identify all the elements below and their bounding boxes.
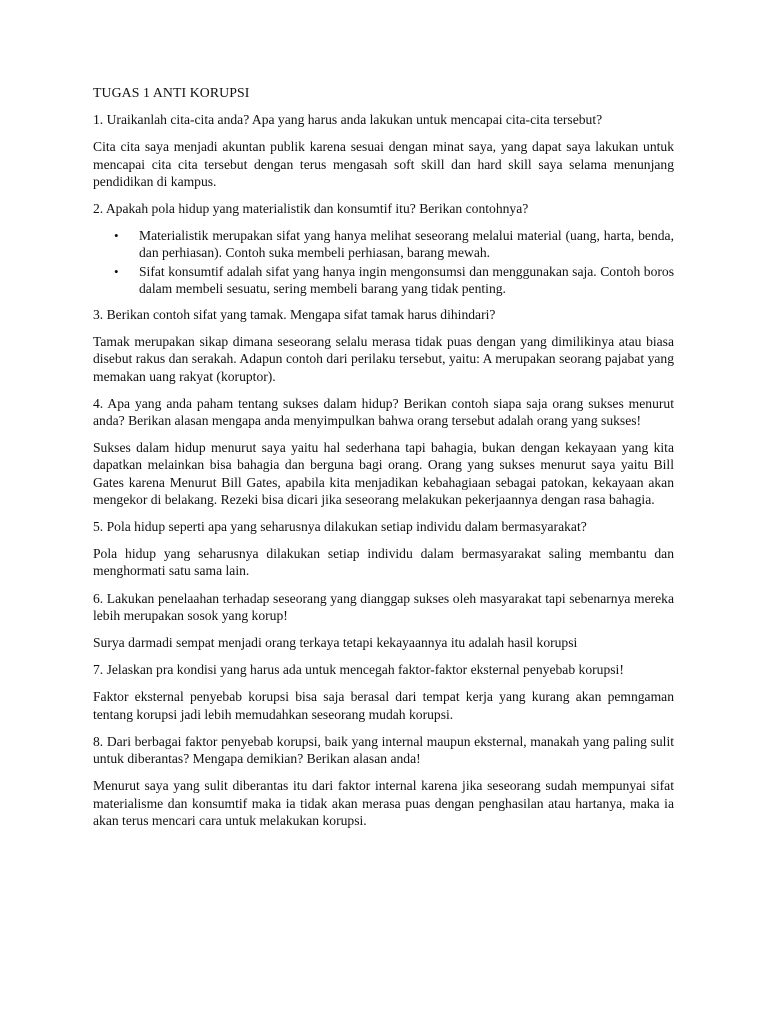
answer-3: Tamak merupakan sikap dimana seseorang selalu merasa tidak puas dengan yang dimilikinya atau biasa disebut rakus dan serakah. Adapun contoh dari perilaku tersebut, yaitu: A merupakan seorang pajabat yang memakan uang rakyat (koruptor).	[93, 334, 674, 384]
answer-2-item-1-text: Materialistik merupakan sifat yang hanya melihat seseorang melalui material (uang, harta, benda, dan perhiasan). Contoh suka membeli perhiasan, barang mewah.	[139, 228, 674, 261]
answer-2-item-1	[93, 227, 674, 261]
answer-5: Pola hidup yang seharusnya dilakukan setiap individu dalam bermasyarakat saling membantu dan menghormati satu sama lain.	[93, 546, 674, 579]
question-1: 1. Uraikanlah cita-cita anda? Apa yang harus anda lakukan untuk mencapai cita-cita tersebut?	[93, 112, 603, 128]
question-3: 3. Berikan contoh sifat yang tamak. Mengapa sifat tamak harus dihindari?	[93, 307, 496, 323]
answer-4: Sukses dalam hidup menurut saya yaitu hal sederhana tapi bahagia, bukan dengan kekayaan yang kita dapatkan melainkan bisa bahagia dan berguna bagi orang. Orang yang sukses menurut saya yaitu Bill Gates karena Menurut Bill Gates, apabila kita menjadikan kebahagiaan sebagai patokan, kekayaan akan mengekor di belakang. Rezeki bisa dicari jika seseorang melakukan pekerjaannya dengan rasa bahagia.	[93, 440, 674, 507]
answer-2-item-2-text: Sifat konsumtif adalah sifat yang hanya ingin mengonsumsi dan menggunakan saja. Contoh boros dalam membeli sesuatu, sering membeli barang yang tidak penting.	[139, 263, 674, 296]
answer-2-item-2	[93, 263, 674, 297]
question-7: 7. Jelaskan pra kondisi yang harus ada untuk mencegah faktor-faktor eksternal penyebab korupsi!	[93, 662, 624, 678]
answer-7: Faktor eksternal penyebab korupsi bisa saja berasal dari tempat kerja yang kurang akan pemngaman tentang korupsi jadi lebih memudahkan seseorang mudah korupsi.	[93, 689, 674, 722]
answer-2-list	[93, 227, 674, 297]
document-title: TUGAS 1 ANTI KORUPSI	[93, 85, 250, 100]
answer-1: Cita cita saya menjadi akuntan publik karena sesuai dengan minat saya, yang dapat saya lakukan untuk mencapai cita cita tersebut dengan terus mengasah soft skill dan hard skill saya selama menunjang pendidikan di kampus.	[93, 139, 674, 189]
question-2: 2. Apakah pola hidup yang materialistik dan konsumtif itu? Berikan contohnya?	[93, 201, 529, 217]
answer-8: Menurut saya yang sulit diberantas itu dari faktor internal karena jika seseorang sudah mempunyai sifat materialisme dan konsumtif maka ia tidak akan merasa puas dengan penghasilan atau hartanya, maka ia akan terus mencari cara untuk melakukan korupsi.	[93, 778, 674, 828]
question-5: 5. Pola hidup seperti apa yang seharusnya dilakukan setiap individu dalam bermasyarakat?	[93, 519, 587, 535]
question-6: 6. Lakukan penelaahan terhadap seseorang yang dianggap sukses oleh masyarakat tapi sebenarnya mereka lebih merupakan sosok yang korup!	[93, 590, 674, 623]
bullet-icon: •	[114, 228, 119, 244]
question-4: 4. Apa yang anda paham tentang sukses dalam hidup? Berikan contoh siapa saja orang sukses menurut anda? Berikan alasan mengapa anda menyimpulkan bahwa orang tersebut adalah orang yang sukses!	[93, 395, 674, 429]
question-8: 8. Dari berbagai faktor penyebab korupsi, baik yang internal maupun eksternal, manakah yang paling sulit untuk diberantas? Mengapa demikian? Berikan alasan anda!	[93, 733, 674, 767]
bullet-icon: •	[114, 263, 119, 279]
answer-6: Surya darmadi sempat menjadi orang terkaya tetapi kekayaannya itu adalah hasil korupsi	[93, 635, 578, 651]
document-page	[93, 84, 674, 839]
